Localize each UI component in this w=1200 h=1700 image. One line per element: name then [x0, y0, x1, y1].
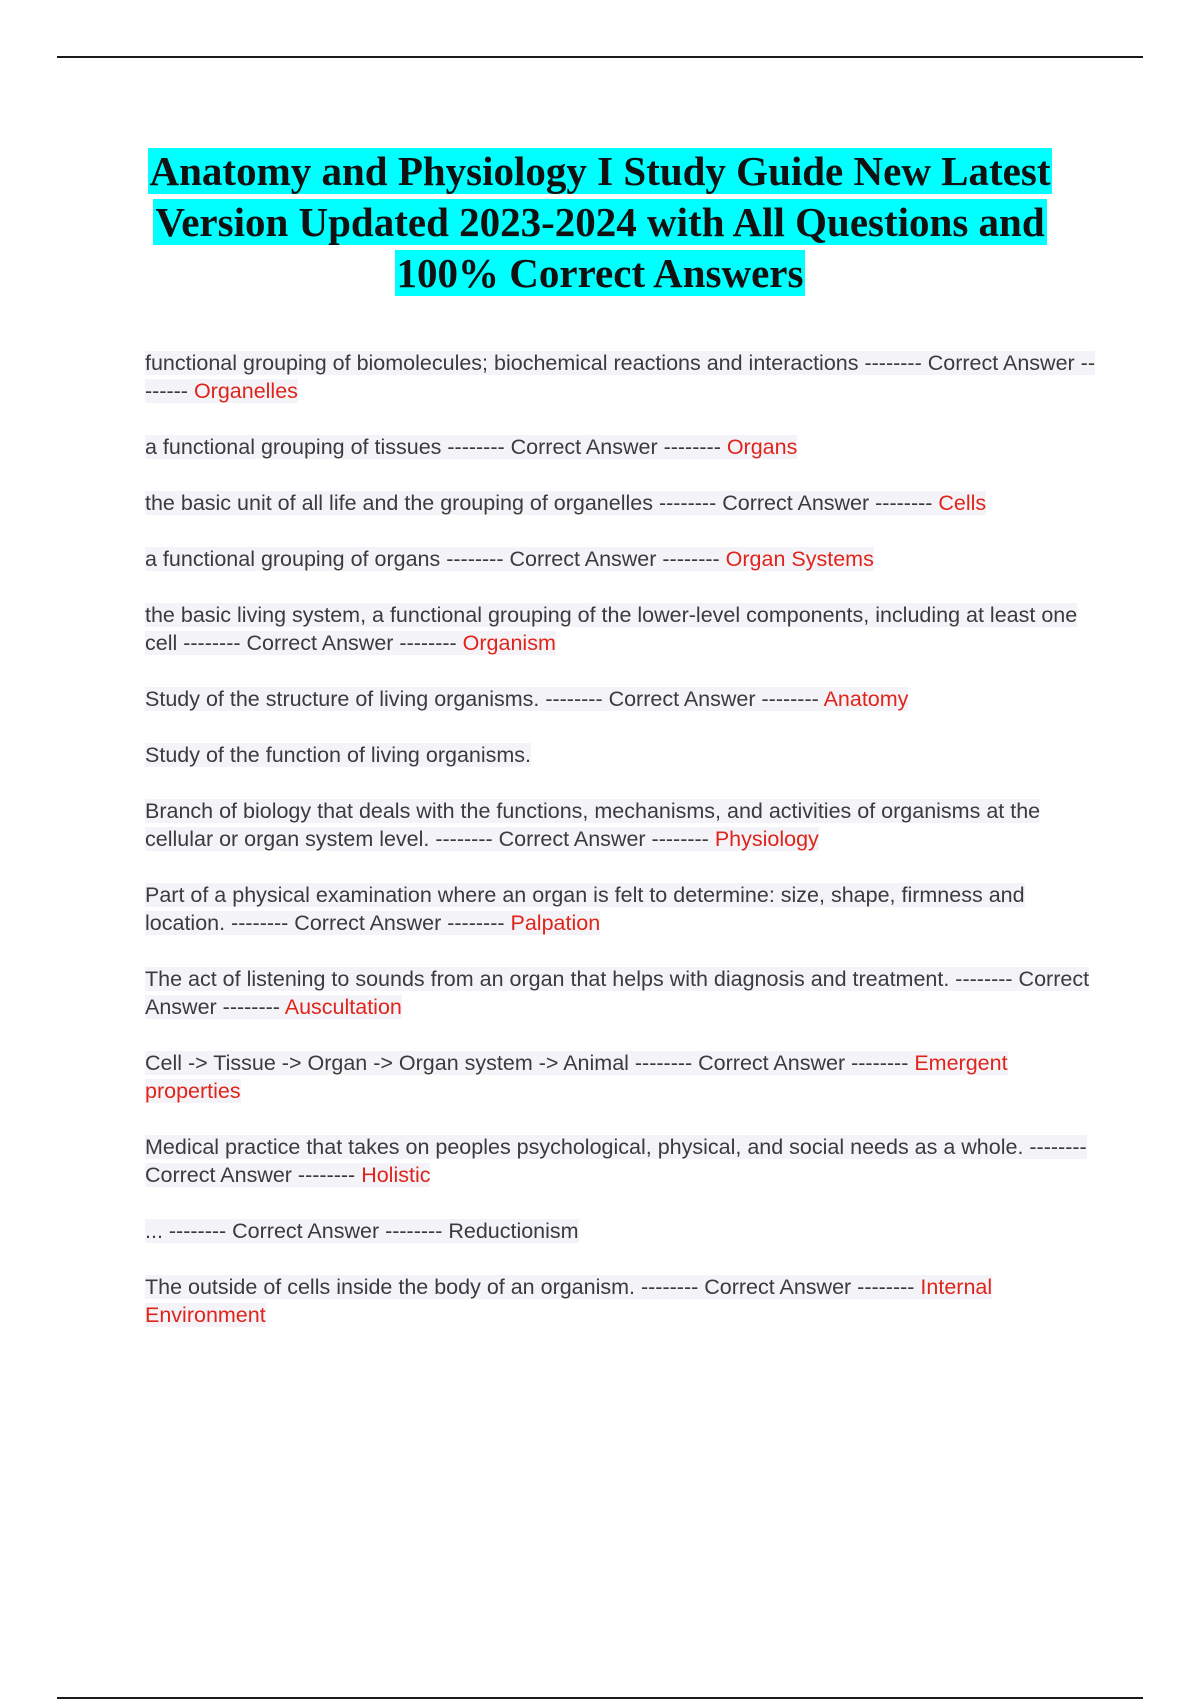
answer-text: Physiology: [714, 827, 819, 851]
question-text: functional grouping of biomolecules; biochemical reactions and interactions -------- Correct Answer --------: [145, 351, 1095, 403]
answer-text: Palpation: [510, 911, 601, 935]
document-title: Anatomy and Physiology I Study Guide New Latest Version Updated 2023-2024 with All Questions and 100% Correct Answers: [149, 148, 1051, 296]
bottom-rule: [57, 1697, 1143, 1699]
question-text: the basic living system, a functional grouping of the lower-level components, including at least one cell -------- Correct Answer --------: [145, 603, 1078, 655]
answer-text: Cells: [938, 491, 987, 515]
answer-text: Emergent properties: [145, 1051, 1008, 1103]
question-text: Study of the structure of living organisms. -------- Correct Answer --------: [145, 687, 824, 711]
question-text: the basic unit of all life and the grouping of organelles -------- Correct Answer --------: [145, 491, 939, 515]
question-text: Medical practice that takes on peoples psychological, physical, and social needs as a whole. -------- Correct Answer --------: [145, 1135, 1087, 1187]
question-text: Cell -> Tissue -> Organ -> Organ system -> Animal -------- Correct Answer --------: [145, 1051, 915, 1075]
qa-item: [145, 881, 1095, 937]
qa-item: [145, 965, 1095, 1021]
qa-item: [145, 1133, 1095, 1189]
qa-item: [145, 1049, 1095, 1105]
question-text: a functional grouping of tissues -------- Correct Answer --------: [145, 435, 727, 459]
question-text: The act of listening to sounds from an organ that helps with diagnosis and treatment. -------- Correct Answer --------: [145, 967, 1090, 1019]
question-text: ... -------- Correct Answer -------- Reductionism: [145, 1219, 579, 1243]
answer-text: Auscultation: [284, 995, 402, 1019]
answer-text: Organelles: [193, 379, 298, 403]
qa-item: [145, 1273, 1095, 1329]
answer-text: Organ Systems: [725, 547, 874, 571]
answer-text: Organs: [726, 435, 798, 459]
answer-text: Holistic: [361, 1163, 431, 1187]
qa-item: [145, 797, 1095, 853]
qa-item: [145, 685, 1095, 713]
qa-item: [145, 601, 1095, 657]
qa-item: [145, 1217, 1095, 1245]
qa-item: [145, 741, 1095, 769]
title-block: [120, 146, 1080, 299]
question-text: a functional grouping of organs -------- Correct Answer --------: [145, 547, 726, 571]
question-text: Part of a physical examination where an organ is felt to determine: size, shape, firmness and location. -------- Correct Answer --------: [145, 883, 1025, 935]
qa-item: [145, 489, 1095, 517]
top-rule: [57, 56, 1143, 58]
question-text: The outside of cells inside the body of an organism. -------- Correct Answer --------: [145, 1275, 921, 1299]
qa-item: [145, 349, 1095, 405]
qa-item: [145, 433, 1095, 461]
answer-text: Anatomy: [823, 687, 909, 711]
qa-list: [145, 349, 1095, 1357]
qa-item: [145, 545, 1095, 573]
answer-text: Internal Environment: [145, 1275, 993, 1327]
question-text: Study of the function of living organisms.: [145, 743, 532, 767]
answer-text: Organism: [462, 631, 556, 655]
question-text: Branch of biology that deals with the functions, mechanisms, and activities of organisms at the cellular or organ system level. -------- Correct Answer --------: [145, 799, 1041, 851]
